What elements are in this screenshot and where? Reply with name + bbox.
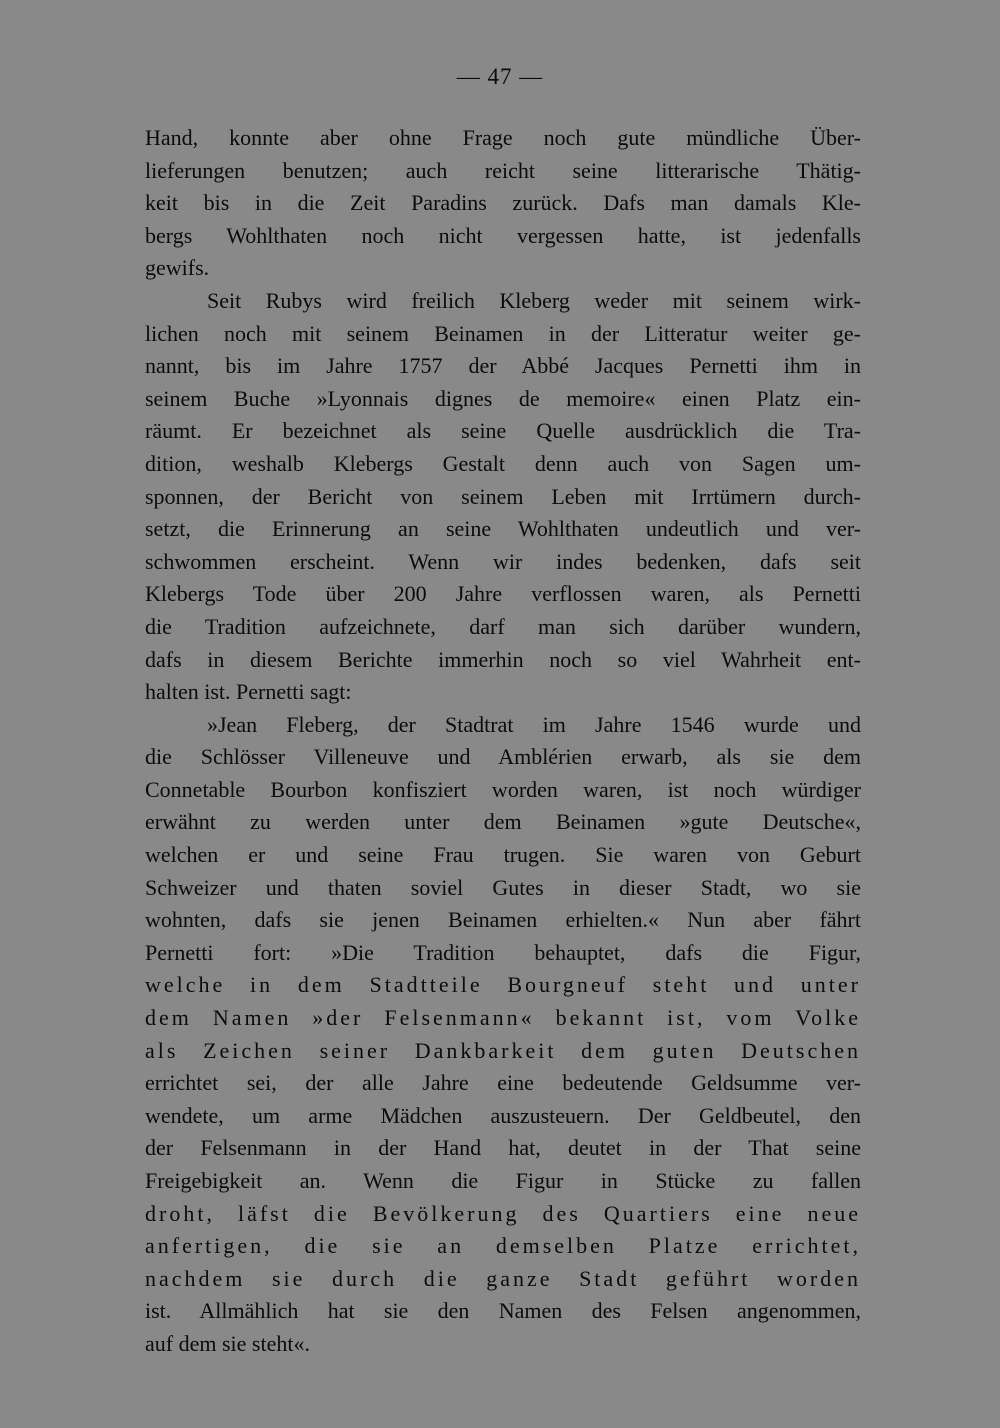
text-line: anfertigen, die sie an demselben Platze errichtet,: [145, 1233, 861, 1259]
text-line: die Schlösser Villeneuve und Amblérien erwarb, als sie dem: [145, 744, 861, 770]
text-line: wendete, um arme Mädchen auszusteuern. Der Geldbeutel, den: [145, 1102, 861, 1128]
text-line: die Tradition aufzeichnete, darf man sich darüber wundern,: [145, 613, 861, 639]
text-line: Klebergs Tode über 200 Jahre verflossen waren, als Pernetti: [145, 581, 861, 607]
text-line: dition, weshalb Klebergs Gestalt denn auch von Sagen um-: [145, 450, 861, 476]
text-line: setzt, die Erinnerung an seine Wohlthaten undeutlich und ver-: [145, 516, 861, 542]
text-line: Schweizer und thaten soviel Gutes in dieser Stadt, wo sie: [145, 874, 861, 900]
text-line: räumt. Er bezeichnet als seine Quelle ausdrücklich die Tra-: [145, 418, 861, 444]
text-line: Connetable Bourbon konfisziert worden waren, ist noch würdiger: [145, 776, 861, 802]
text-line: schwommen erscheint. Wenn wir indes bedenken, dafs seit: [145, 548, 861, 574]
text-line: dafs in diesem Berichte immerhin noch so viel Wahrheit ent-: [145, 646, 861, 672]
text-line: Freigebigkeit an. Wenn die Figur in Stücke zu fallen: [145, 1168, 861, 1193]
text-line: seinem Buche »Lyonnais dignes de memoire« einen Platz ein-: [145, 385, 861, 411]
text-line: lichen noch mit seinem Beinamen in der Litteratur weiter ge-: [145, 320, 861, 346]
text-line: keit bis in die Zeit Paradins zurück. Dafs man damals Kle-: [145, 190, 861, 216]
text-line: errichtet sei, der alle Jahre eine bedeutende Geldsumme ver-: [145, 1070, 861, 1096]
text-line: droht, läfst die Bevölkerung des Quartiers eine neue: [145, 1200, 861, 1226]
text-line: wohnten, dafs sie jenen Beinamen erhielten.« Nun aber fährt: [145, 907, 861, 933]
text-line: Pernetti fort: »Die Tradition behauptet, dafs die Figur,: [145, 939, 861, 965]
text-line: nachdem sie durch die ganze Stadt geführt worden: [145, 1265, 861, 1291]
text-line: sponnen, der Bericht von seinem Leben mit Irrtümern durch-: [145, 483, 861, 509]
text-line: gewifs.: [145, 255, 210, 281]
body-text: [145, 122, 861, 1361]
text-line: halten ist. Pernetti sagt:: [145, 679, 352, 705]
text-line: nannt, bis im Jahre 1757 der Abbé Jacques Pernetti ihm in: [145, 353, 861, 379]
text-line: bergs Wohlthaten noch nicht vergessen hatte, ist jedenfalls: [145, 222, 861, 248]
text-line: welche in dem Stadtteile Bourgneuf steht und unter: [145, 972, 861, 998]
text-line: Seit Rubys wird freilich Kleberg weder mit seinem wirk-: [207, 287, 861, 313]
text-line: ist. Allmählich hat sie den Namen des Felsen angenommen,: [145, 1298, 861, 1324]
text-line: Hand, konnte aber ohne Frage noch gute mündliche Über-: [145, 125, 861, 150]
text-line: welchen er und seine Frau trugen. Sie waren von Geburt: [145, 842, 861, 868]
text-line: als Zeichen seiner Dankbarkeit dem guten Deutschen: [145, 1037, 861, 1063]
text-line: auf dem sie steht«.: [145, 1330, 310, 1356]
text-line: der Felsenmann in der Hand hat, deutet in der That seine: [145, 1135, 861, 1161]
text-line: dem Namen »der Felsenmann« bekannt ist, vom Volke: [145, 1005, 861, 1031]
page-number: — 47 —: [456, 64, 544, 89]
text-line: erwähnt zu werden unter dem Beinamen »gute Deutsche«,: [145, 809, 861, 835]
text-line: lieferungen benutzen; auch reicht seine litterarische Thätig-: [145, 157, 861, 183]
text-line: »Jean Fleberg, der Stadtrat im Jahre 1546 wurde und: [207, 711, 861, 737]
